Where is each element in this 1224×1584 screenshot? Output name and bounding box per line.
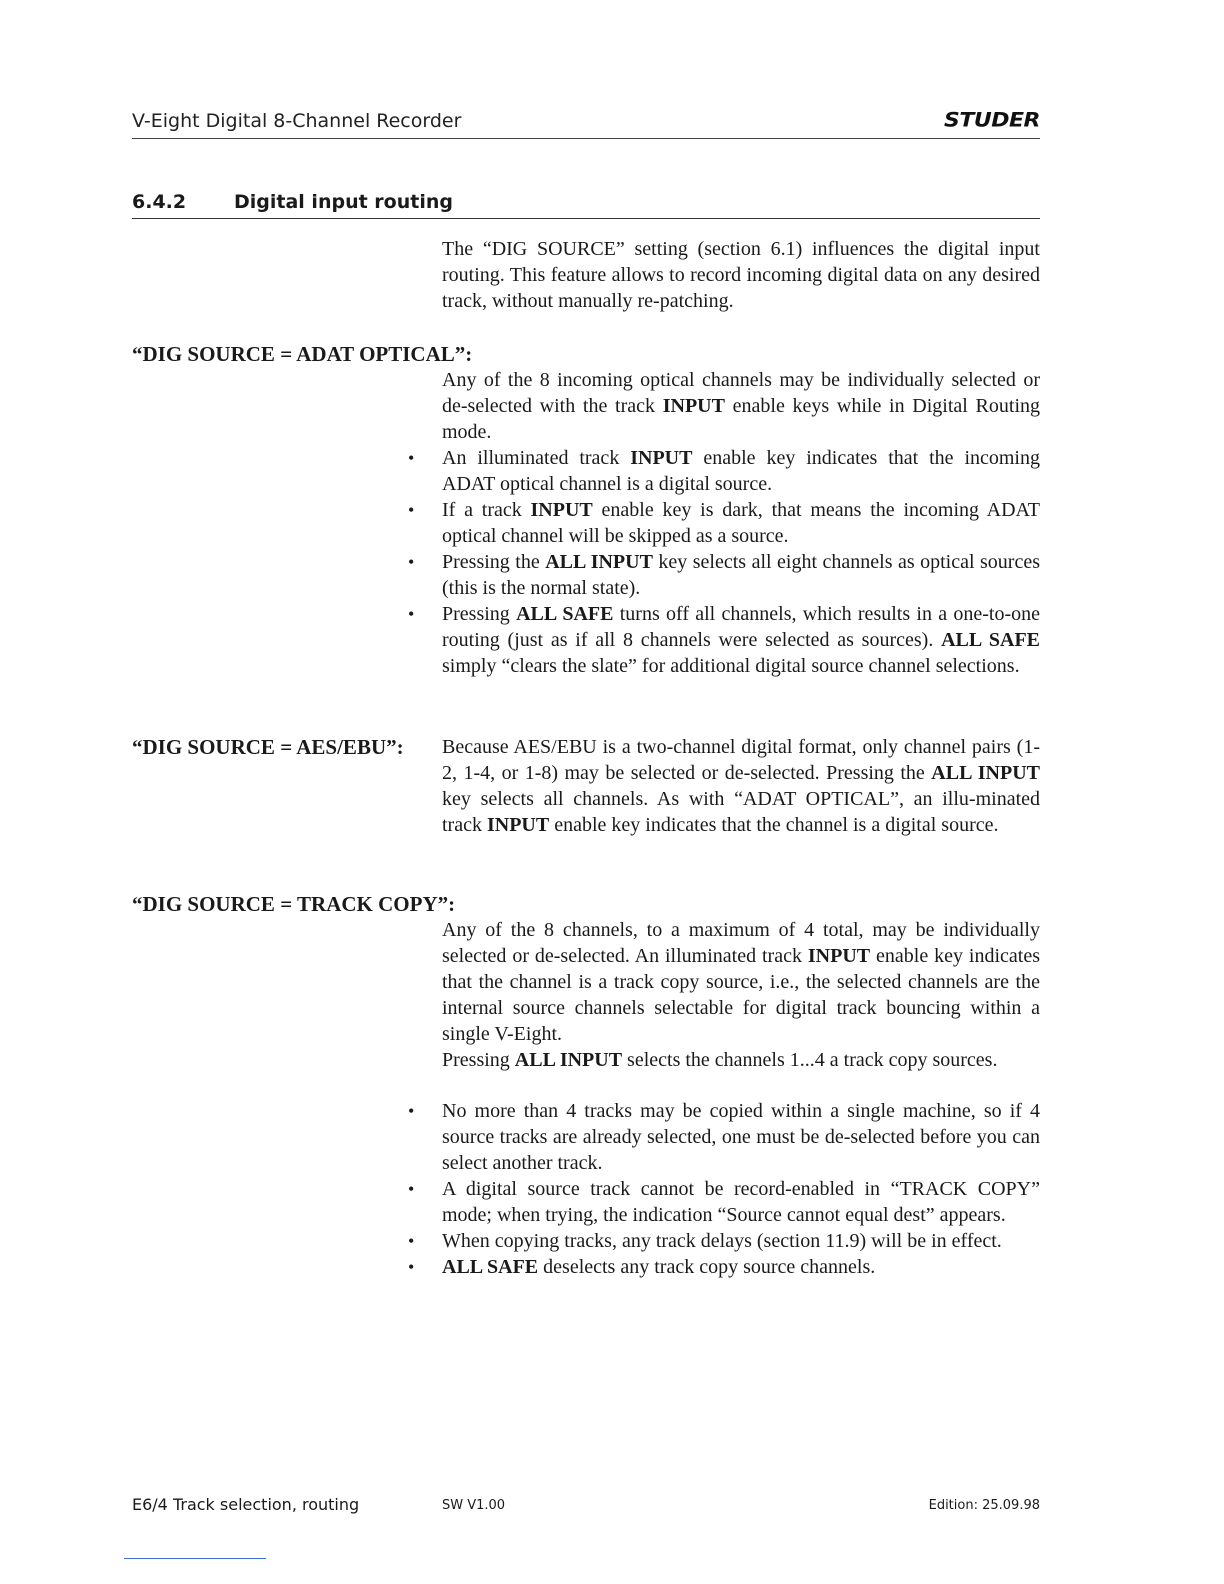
studer-logo: STUDER [944,109,1040,132]
footer-edition: Edition: 25.09.98 [928,1498,1040,1513]
list-item: • No more than 4 tracks may be copied within a single machine, so if 4 source tracks are already selected, one must be de-selected before you can select another track. [408,1100,1040,1174]
adat-label: “DIG SOURCE = ADAT OPTICAL”: [132,342,473,366]
bullet-icon: • [408,500,415,520]
list-item: • A digital source track cannot be record-enabled in “TRACK COPY” mode; when trying, the indication “Source cannot equal dest” appears. [408,1178,1040,1226]
header-title: V-Eight Digital 8-Channel Recorder [132,110,462,132]
page-header [132,108,1040,139]
bullet-icon: • [408,1179,415,1199]
section-number: 6.4.2 [132,191,187,213]
bullet-icon: • [408,552,415,572]
trackcopy-text: Any of the 8 channels, to a maximum of 4 total, may be individually selected or de-selected. An illuminated track INPUT enable key indicates that the channel is a track copy source, i.e., the selected channels are the internal source channels selectable for digital track bouncing within a single V-Eight. [442,919,1040,1045]
adat-bullet-list [408,445,1041,679]
trackcopy-bullet-list [408,1098,1040,1280]
bullet-icon: • [408,1101,415,1121]
bullet-icon: • [408,1257,415,1277]
aes-label: “DIG SOURCE = AES/EBU”: [132,735,404,759]
footer-chapter: E6/4 Track selection, routing [132,1495,360,1514]
footer-software-version: SW V1.00 [442,1498,506,1513]
list-item: • Pressing the ALL INPUT key selects all eight channels as optical sources (this is the normal state). [408,551,1040,599]
list-item: • ALL SAFE deselects any track copy source channels. [408,1256,876,1278]
list-item: • If a track INPUT enable key is dark, that means the incoming ADAT optical channel will be skipped as a source. [408,499,1041,547]
bullet-icon: • [408,1231,415,1251]
trackcopy-label: “DIG SOURCE = TRACK COPY”: [132,892,456,916]
list-item: • Pressing ALL SAFE turns off all channels, which results in a one-to-one routing (just as if all 8 channels were selected as sources). ALL SAFE simply “clears the slate” for additional digital source channel selections. [408,603,1040,677]
bullet-icon: • [408,448,415,468]
bullet-icon: • [408,604,415,624]
footer-divider [124,1558,266,1559]
list-item: • An illuminated track INPUT enable key indicates that the incoming ADAT optical channel is a digital source. [408,447,1040,495]
list-item: • When copying tracks, any track delays (section 11.9) will be in effect. [408,1230,1002,1252]
section-intro: The “DIG SOURCE” setting (section 6.1) influences the digital input routing. This feature allows to record incoming digital data on any desired track, without manually re-patching. [442,238,1040,312]
trackcopy-press-note: Pressing ALL INPUT selects the channels 1...4 a track copy sources. [442,1049,998,1071]
adat-intro: Any of the 8 incoming optical channels may be individually selected or de-selected with the track INPUT enable keys while in Digital Routing mode. [442,369,1041,443]
section-title: Digital input routing [234,191,453,213]
aes-text: Because AES/EBU is a two-channel digital format, only channel pairs (1-2, 1-4, or 1-8) may be selected or de-selected. Pressing the ALL INPUT key selects all channels. As with “ADAT OPTICAL”, an illu-minated track INPUT enable key indicates that the channel is a digital source. [442,736,1040,836]
section-heading [132,188,1040,219]
